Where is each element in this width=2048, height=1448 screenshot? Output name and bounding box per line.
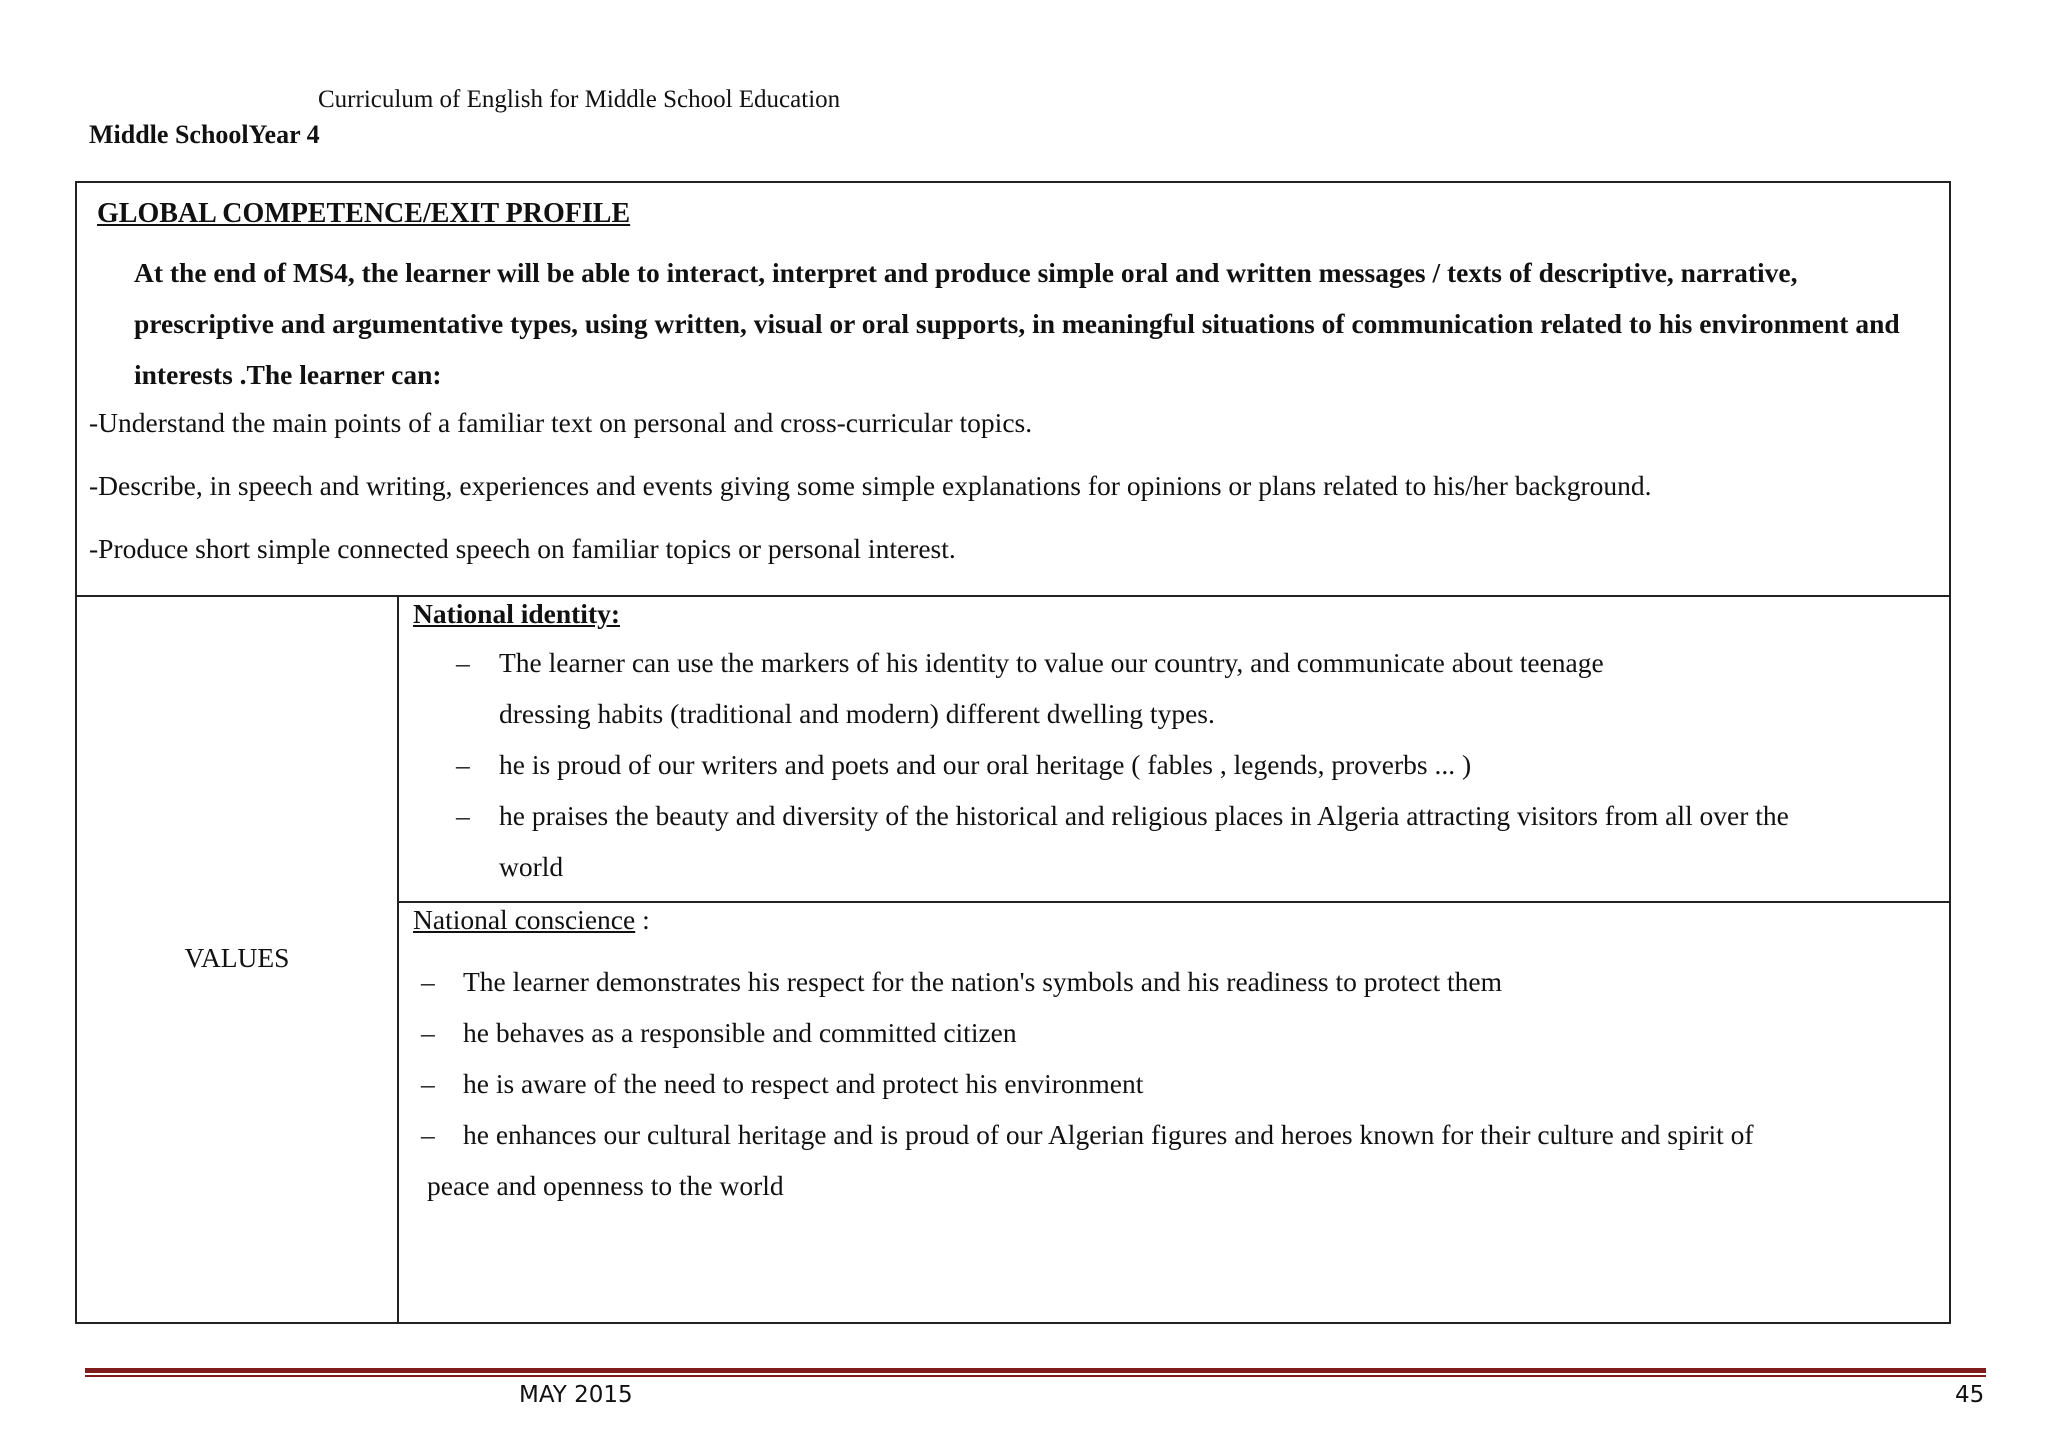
footer-divider-thin [85,1375,1986,1377]
dash-bullet-icon: – [456,749,470,780]
dash-bullet-icon: – [456,800,470,831]
values-label: VALUES [184,942,290,973]
list-item-text-continued: dressing habits (traditional and modern) different dwelling types. [499,698,1215,729]
list-item-text: he praises the beauty and diversity of the historical and religious places in Algeria attracting visitors from all over the [499,800,1789,831]
dash-bullet-icon: – [421,1119,435,1150]
list-item-text: he is proud of our writers and poets and our oral heritage ( fables , legends, proverbs ... ) [499,749,1472,780]
national-conscience-heading-text: National conscience [413,904,636,935]
exit-profile-cell [77,183,1949,597]
national-conscience-cell [399,903,1949,1324]
list-item-text-continued: peace and openness to the world [427,1170,784,1201]
list-item-text: he enhances our cultural heritage and is proud of our Algerian figures and heroes known for their culture and spirit of [463,1119,1754,1150]
document-subtitle: Middle SchoolYear 4 [89,120,320,149]
profile-point: -Produce short simple connected speech on familiar topics or personal interest. [89,533,956,564]
list-item-text: he behaves as a responsible and committed citizen [463,1017,1017,1048]
national-identity-cell [399,597,1949,903]
document-title: Curriculum of English for Middle School Education [318,86,841,113]
list-item-text: The learner demonstrates his respect for the nation's symbols and his readiness to protect them [463,966,1502,997]
page-number: 45 [1955,1382,1985,1408]
dash-bullet-icon: – [421,966,435,997]
dash-bullet-icon: – [456,647,470,678]
list-item-text: The learner can use the markers of his identity to value our country, and communicate about teenage [499,647,1604,678]
list-item-text: he is aware of the need to respect and protect his environment [463,1068,1144,1099]
curriculum-table [75,181,1951,1324]
profile-point: -Understand the main points of a familiar text on personal and cross-curricular topics. [89,407,1033,438]
exit-profile-heading: GLOBAL COMPETENCE/EXIT PROFILE [97,198,631,229]
national-conscience-heading [413,904,650,936]
values-label-cell [77,597,399,1324]
exit-profile-intro: At the end of MS4, the learner will be able to interact, interpret and produce simple oral and written messages / texts of descriptive, narrative, prescriptive and argumentative types, using written, visual or oral supports, in meaningful situations of communication related to his environment and interests .The learner can: [134,257,1900,390]
footer-date: MAY 2015 [519,1382,633,1408]
profile-point: -Describe, in speech and writing, experiences and events giving some simple explanations for opinions or plans related to his/her background. [89,470,1652,501]
list-item-text-continued: world [499,851,564,882]
national-identity-heading [413,598,620,630]
footer-divider [85,1368,1986,1373]
national-conscience-heading-suffix: : [635,904,650,935]
dash-bullet-icon: – [421,1017,435,1048]
national-identity-heading-text: National identity: [413,598,621,629]
dash-bullet-icon: – [421,1068,435,1099]
